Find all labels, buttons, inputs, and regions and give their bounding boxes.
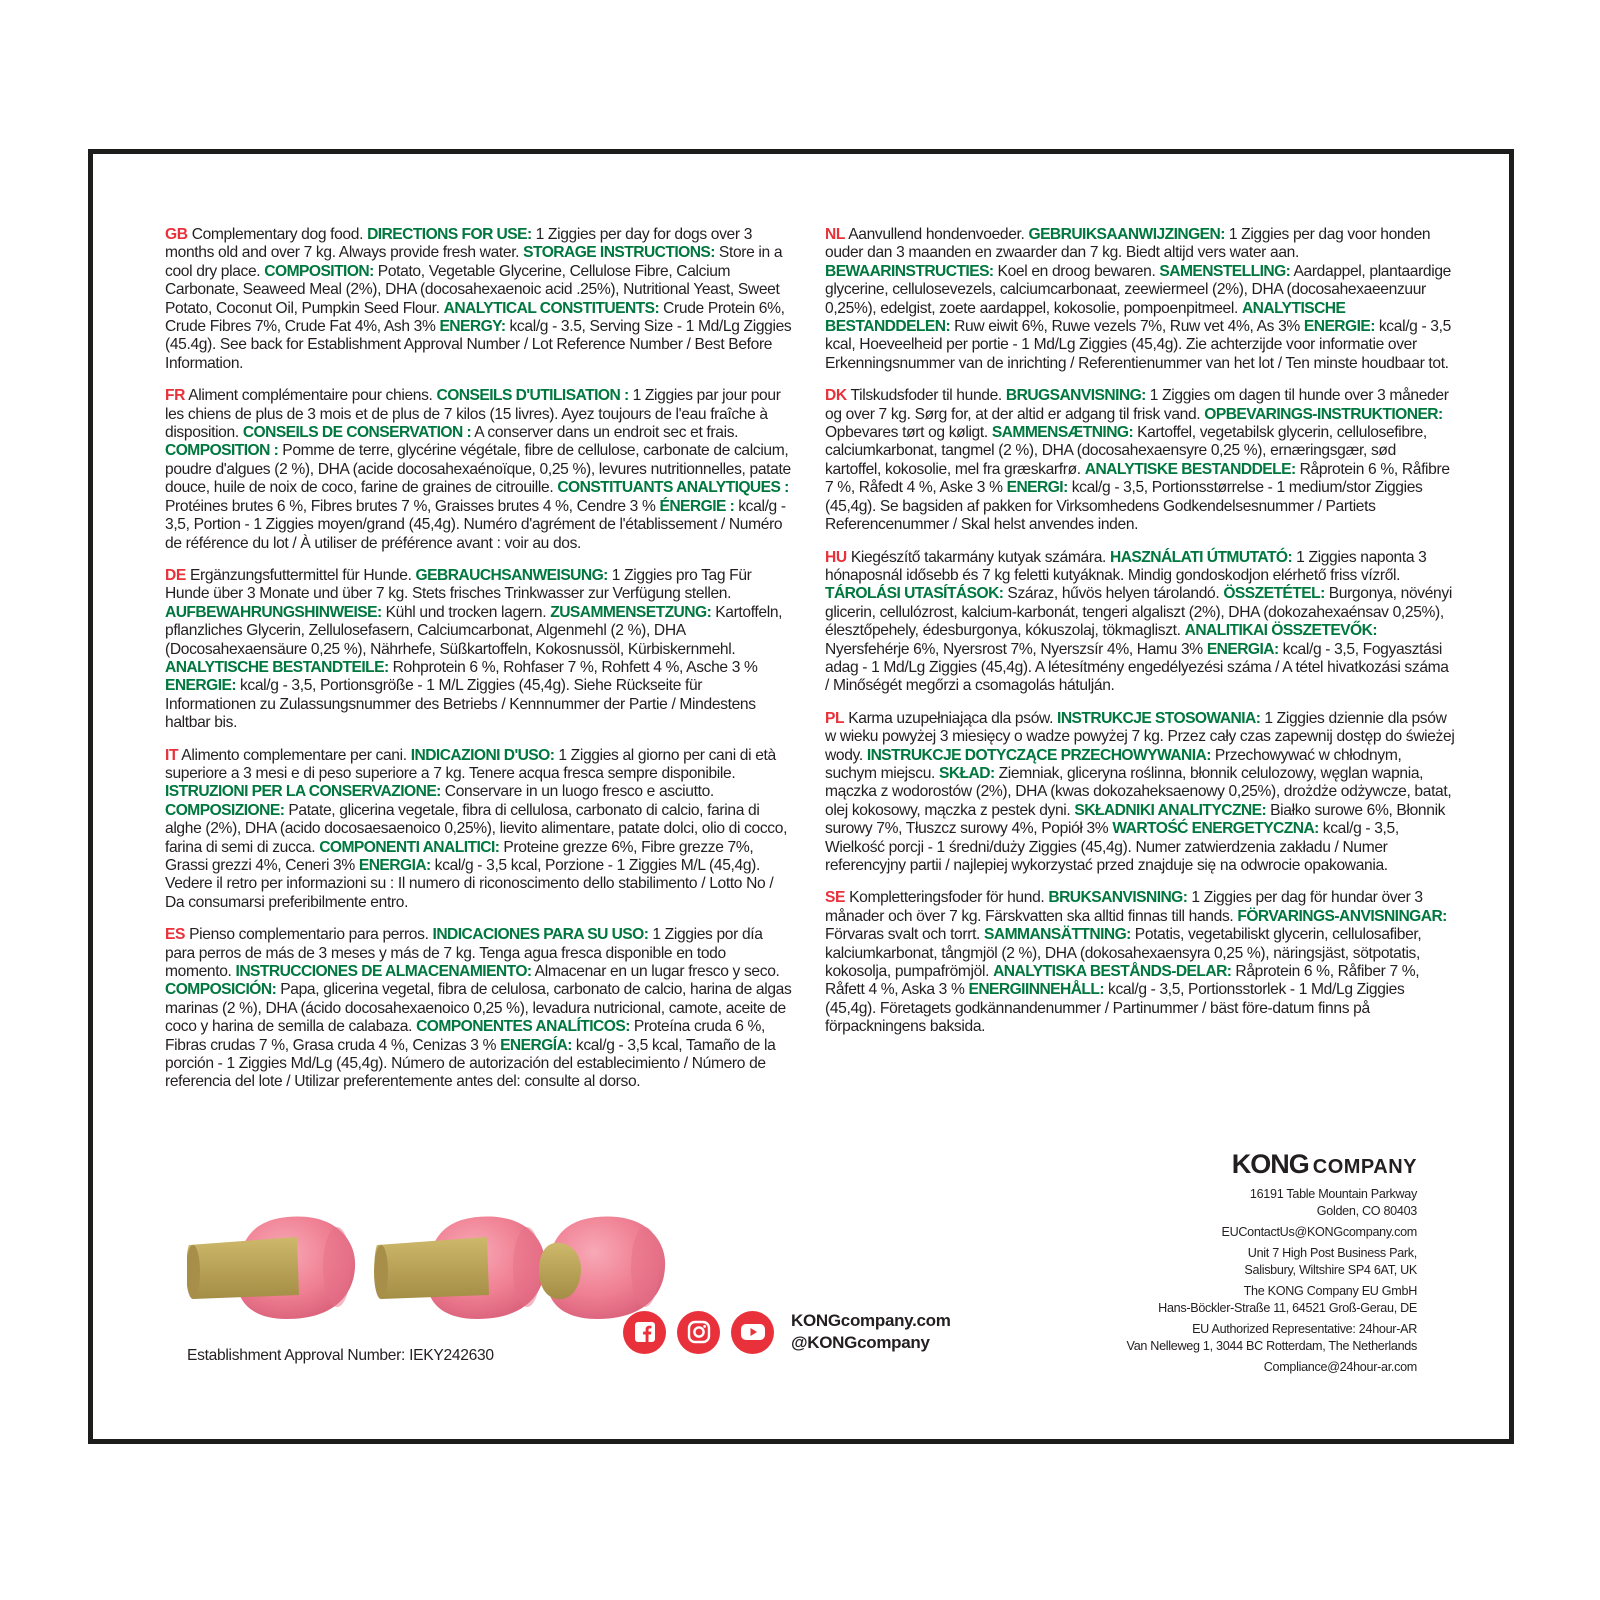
section-heading: ÉNERGIE : [659, 497, 735, 515]
section-text: Ergänzungsfuttermittel für Hunde. [189, 566, 416, 584]
section-text: 1 Ziggies per dag voor honden ouder dan 3 maanden en zwaarder dan 7 kg. Biedt altijd vers water aan. [825, 226, 1431, 262]
social-handle[interactable]: @KONGcompany [791, 1333, 930, 1352]
section-heading: ANALYTISKE BESTANDDELE: [1084, 460, 1296, 478]
section-heading: ENERGÍA: [500, 1036, 572, 1054]
youtube-icon[interactable] [731, 1311, 774, 1354]
section-text: 1 Ziggies dziennie dla psów w wieku powyżej 3 miesięcy o wadze powyżej 7 kg. Przez cały czas zapewnij dostęp do świeżej wody. [825, 709, 1455, 764]
section-heading: INSTRUKCJE DOTYCZĄCE PRZECHOWYWANIA: [866, 746, 1211, 764]
section-heading: COMPONENTES ANALÍTICOS: [416, 1018, 630, 1036]
section-heading: ENERGY: [439, 318, 506, 336]
section-heading: ANALYTISKA BESTÅNDS-DELAR: [993, 963, 1232, 981]
section-text: Conservare in un luogo fresco e asciutto. [440, 783, 714, 801]
section-text: Száraz, hűvös helyen tárolandó. [1003, 585, 1224, 603]
section-text: kcal/g - 3,5, Portionsstorlek - 1 Md/Lg Ziggies (45,4g). Företagets godkännandenummer / Partinummer / bäst före-datum finns på förpackningens baksida. [825, 981, 1405, 1036]
establishment-approval-number: Establishment Approval Number: IEKY242630 [187, 1347, 494, 1364]
section-heading: COMPOSITION: [264, 262, 374, 280]
section-text: Burgonya, növényi glicerin, cellulózrost, kalcium-karbonát, tengeri algaliszt (2%), DHA (dokozahexaénsav 0,25%), élesztőpehely, édesburgonya, kókuszolaj, tökmagliszt. [825, 585, 1452, 640]
section-text: Rohprotein 6 %, Rohfaser 7 %, Rohfett 4 %, Asche 3 % [388, 658, 758, 676]
section-text: kcal/g - 3,5 kcal, Tamaño de la porción - 1 Ziggies Md/Lg (45,4g). Número de autorización del establecimiento / Número de referencia del lote / Utilizar preferentemente antes del: consulte al dorso. [165, 1036, 776, 1091]
section-text: Store in a cool dry place. [165, 244, 783, 280]
section-text: Kiegészítő takarmány kutyak számára. [850, 548, 1110, 566]
kong-company-logo: KONG COMPANY [1231, 1149, 1417, 1179]
language-block-nl [825, 226, 1455, 373]
section-heading: BRUGSANVISNING: [1005, 387, 1146, 405]
section-text: Opbevares tørt og køligt. [825, 424, 992, 442]
section-text: Patate, glicerina vegetale, fibra di cellulosa, carbonato di calcio, farina di alghe (2%), DHA (acido docosaesaenoico 0,25%), lievito alimentare, patate dolci, olio di cocco, farina di semi di zucca. [165, 801, 788, 856]
section-text: Kartoffel, vegetabilsk glycerin, cellulosefibre, calciumkarbonat, tangmel (2 %), DHA (docosahexaensyre 0,25 %), ernæringsgær, sød kartoffel, kokosolie, mel fra græskarfrø. [825, 424, 1427, 478]
language-code: DE [165, 566, 186, 584]
eu-representative: EU Authorized Representative: 24hour-AR Van Nelleweg 1, 3044 BC Rotterdam, The Netherlands [1126, 1322, 1417, 1353]
section-text: Kartoffeln, pflanzliches Glycerin, Zellulosefasern, Calciumcarbonat, Algenmehl (2 %), DHA (Docosahexaensäure 0,25 %), Nährhefe, Süßkartoffeln, Kokosnussöl, Kürbiskernmehl. [165, 603, 783, 658]
instagram-icon[interactable] [677, 1311, 720, 1354]
section-heading: CONSEILS DE CONSERVATION : [242, 424, 472, 442]
section-text: Proteína cruda 6 %, Fibras crudas 7 %, Grasa cruda 4 %, Cenizas 3 % [165, 1018, 765, 1054]
section-text: Aardappel, plantaardige glycerine, cellulosevezels, calciumcarbonaat, zeewiermeel (2%), DHA (docosahexaeenzuur 0,25%), edelgist, zoete aardappel, kokosolie, pompoenpitmeel. [825, 262, 1452, 317]
language-block-es [165, 926, 795, 1092]
section-heading: SKŁADNIKI ANALITYCZNE: [1074, 801, 1267, 819]
section-text: Aliment complémentaire pour chiens. [188, 387, 437, 405]
section-text: Ziemniak, gliceryna roślinna, błonnik celulozowy, węglan wapnia, mączka z wodorostów (2%), DHA (kwas dokozaheksaenowy 0,25%), drożdże odżywcze, batat, olej kokosowy, mączka z pestek dyni. [825, 764, 1452, 819]
section-heading: SAMENSTELLING: [1159, 262, 1291, 280]
section-heading: INDICAZIONI D'USO: [410, 746, 555, 764]
section-text: 1 Ziggies per dag för hundar över 3 månader och över 7 kg. Färskvatten ska alltid finnas till hands. [825, 889, 1423, 925]
section-heading: ANALITIKAI ÖSSZETEVŐK: [1184, 622, 1377, 640]
section-text: Białko surowe 6%, Błonnik surowy 7%, Tłuszcz surowy 4%, Popiół 3% [825, 801, 1446, 838]
section-heading: GEBRAUCHSANWEISUNG: [415, 566, 608, 584]
language-code: FR [165, 387, 186, 405]
section-heading: ANALYTISCHE BESTANDTEILE: [165, 658, 389, 676]
language-block-hu [825, 549, 1455, 696]
section-text: kcal/g - 3,5, Portionsstørrelse - 1 medium/stor Ziggies (45,4g). Se bagsiden af pakken for Virksomhedens Godkendelsesnummer / Partiets Referencenummer / Skal helst anvendes inden. [825, 479, 1423, 534]
section-heading: CONSTITUANTS ANALYTIQUES : [557, 479, 789, 497]
section-heading: ZUSAMMENSETZUNG: [550, 603, 712, 621]
toy-2 [374, 1216, 545, 1319]
section-text: kcal/g - 3.5, Serving Size - 1 Md/Lg Ziggies (45.4g). See back for Establishment Approval Number / Lot Reference Number / Best Before Information. [165, 318, 792, 372]
language-block-fr [165, 387, 795, 553]
address-us: 16191 Table Mountain Parkway Golden, CO 80403 [1249, 1187, 1417, 1218]
language-block-dk [825, 387, 1455, 534]
language-code: HU [825, 548, 847, 566]
section-heading: COMPOSIZIONE: [165, 801, 285, 819]
section-text: Nyersfehérje 6%, Nyersrost 7%, Nyerszsír 4%, Hamu 3% [825, 640, 1207, 658]
language-code: IT [165, 746, 179, 764]
section-heading: OPBEVARINGS-INSTRUKTIONER: [1204, 405, 1443, 423]
section-text: Alimento complementare per cani. [181, 746, 411, 764]
section-heading: TÁROLÁSI UTASÍTÁSOK: [825, 585, 1004, 603]
section-text: Kühl und trocken lagern. [381, 603, 551, 621]
section-heading: STORAGE INSTRUCTIONS: [523, 244, 715, 262]
section-heading: ENERGIINNEHÅLL: [968, 981, 1105, 999]
section-text: Papa, glicerina vegetal, fibra de celulosa, carbonato de calcio, harina de algas marinas (2 %), DHA (ácido docosahexaenoico 0,25 %), levadura nutricional, camote, aceite de coco y harina de semilla de calabaza. [165, 981, 792, 1036]
facebook-icon[interactable] [623, 1311, 666, 1354]
section-heading: ANALYTISCHE BESTANDDELEN: [825, 299, 1346, 336]
section-text: Aanvullend hondenvoeder. [848, 226, 1029, 243]
section-heading: ENERGIA: [358, 857, 431, 874]
section-heading: DIRECTIONS FOR USE: [367, 226, 532, 243]
section-heading: FÖRVARINGS-ANVISNINGAR: [1237, 907, 1447, 925]
section-text: Pomme de terre, glycérine végétale, fibre de cellulose, carbonate de calcium, poudre d'algues (2 %), DHA (acide docosahexaénoïque, 0,25 %), levures nutritionnelles, patate douce, huile de noix de coco, farine de graines de citrouille. [165, 442, 791, 497]
section-text: kcal/g - 3,5, Portion - 1 Ziggies moyen/grand (45,4g). Numéro d'agrément de l'établissement / Numéro de référence du lot / À utiliser de préférence avant : voir au dos. [165, 497, 786, 552]
section-text: Protéines brutes 6 %, Fibres brutes 7 %, Graisses brutes 4 %, Cendre 3 % [165, 497, 660, 515]
compliance-email[interactable]: Compliance@24hour-ar.com [1263, 1360, 1417, 1374]
section-text: Pienso complementario para perros. [189, 926, 433, 944]
section-text: Potatis, vegetabiliskt glycerin, cellulosafiber, kalciumkarbonat, tångmjöl (2 %), DHA (dokosahexaensyra 0,25 %), näringsjäst, sötpotatis, kokosolja, pumpafrömjöl. [825, 926, 1422, 981]
kong-toys-with-treats-image [187, 1207, 687, 1327]
social-handles [791, 1310, 951, 1354]
section-heading: SAMMANSÄTTNING: [984, 926, 1131, 944]
language-code: SE [825, 889, 846, 907]
section-heading: ISTRUZIONI PER LA CONSERVAZIONE: [165, 783, 441, 801]
website-link[interactable]: KONGcompany.com [791, 1311, 951, 1330]
section-text: Förvaras svalt och torrt. [825, 926, 985, 944]
language-block-de [165, 567, 795, 733]
social-links [623, 1310, 951, 1354]
address-de: The KONG Company EU GmbH Hans-Böckler-Straße 11, 64521 Groß-Gerau, DE [1158, 1284, 1417, 1315]
language-code: GB [165, 226, 188, 243]
language-code: DK [825, 387, 847, 405]
section-text: kcal/g - 3,5, Wielkość porcji - 1 średni/duży Ziggies (45,4g). Numer zatwierdzenia zakładu / Numer referencyjny partii / najlepiej wykorzystać przed znajduje się na odwrocie opakowania. [825, 820, 1399, 874]
section-text: Tilskudsfoder til hunde. [850, 387, 1006, 405]
section-heading: BEWAARINSTRUCTIES: [825, 262, 994, 280]
section-text: Råprotein 6 %, Råfiber 7 %, Råfett 4 %, Aska 3 % [825, 963, 1420, 999]
section-text: Crude Protein 6%, Crude Fibres 7%, Crude Fat 4%, Ash 3% [165, 299, 785, 336]
section-text: Råprotein 6 %, Råfibre 7 %, Råfedt 4 %, Aske 3 % [825, 460, 1450, 497]
address-uk: Unit 7 High Post Business Park, Salisbury, Wiltshire SP4 6AT, UK [1244, 1246, 1417, 1277]
toy-3 [539, 1216, 665, 1319]
label-panel [88, 149, 1514, 1444]
section-text: kcal/g - 3,5 kcal, Hoeveelheid per portie - 1 Md/Lg Ziggies (45,4g). Zie achterzijde voor informatie over Erkenningsnummer van de inrichting / Referentienummer van het lot / Ten minste houdbaar tot. [825, 318, 1451, 372]
section-heading: INSTRUKCJE STOSOWANIA: [1057, 709, 1261, 727]
section-heading: SAMMENSÆTNING: [991, 424, 1134, 442]
section-text: A conserver dans un endroit sec et frais. [471, 424, 739, 442]
section-heading: COMPOSICIÓN: [165, 981, 277, 999]
company-info [1126, 1149, 1417, 1380]
language-block-pl [825, 710, 1455, 876]
section-text: 1 Ziggies per day for dogs over 3 months old and over 7 kg. Always provide fresh water. [165, 226, 753, 262]
section-text: Complementary dog food. [191, 226, 368, 243]
section-heading: INDICACIONES PARA SU USO: [432, 926, 649, 944]
section-text: Ruw eiwit 6%, Ruwe vezels 7%, Ruw vet 4%, As 3% [950, 318, 1304, 336]
section-text: 1 Ziggies por día para perros de más de 3 meses y más de 7 kg. Tenga agua fresca disponible en todo momento. [165, 926, 763, 981]
section-heading: ENERGIA: [1206, 640, 1279, 658]
section-heading: WARTOŚĆ ENERGETYCZNA: [1112, 820, 1319, 838]
language-code: NL [825, 226, 846, 243]
section-text: Przechowywać w chłodnym, suchym miejscu. [825, 746, 1402, 782]
section-heading: ENERGI: [1006, 479, 1068, 497]
section-heading: COMPOSITION : [165, 442, 279, 460]
section-text: Karma uzupełniająca dla psów. [848, 709, 1058, 727]
section-text: Kompletteringsfoder för hund. [849, 889, 1049, 907]
section-text: 1 Ziggies par jour pour les chiens de plus de 3 mois et de plus de 7 kilos (15 livres). Ayez toujours de l'eau fraîche à disposition. [165, 387, 781, 442]
section-heading: INSTRUCCIONES DE ALMACENAMIENTO: [235, 963, 532, 981]
language-code: ES [165, 926, 186, 944]
section-text: Proteine grezze 6%, Fibre grezze 7%, Grassi grezzi 4%, Ceneri 3% [165, 838, 754, 874]
right-column [825, 226, 1455, 1051]
section-heading: COMPONENTI ANALITICI: [319, 838, 500, 856]
section-heading: ANALYTICAL CONSTITUENTS: [443, 299, 660, 317]
section-heading: ENERGIE: [165, 677, 236, 695]
section-text: kcal/g - 3,5 kcal, Porzione - 1 Ziggies M/L (45,4g). Vedere il retro per informazioni su : Il numero di riconoscimento dello stabilimento / Lotto No / Da consumarsi preferibilmente entro. [165, 857, 774, 911]
language-block-gb [165, 226, 795, 373]
section-heading: SKŁAD: [938, 764, 995, 782]
section-text: Koel en droog bewaren. [993, 262, 1160, 280]
section-text: kcal/g - 3,5, Fogyasztási adag - 1 Md/Lg Ziggies (45,4g). A létesítmény engedélyezési száma / A tétel hivatkozási száma / Minőségét megőrzi a csomagolás hátulján. [825, 640, 1449, 695]
section-text: 1 Ziggies om dagen til hunde over 3 måneder og over 7 kg. Sørg for, at der altid er adgang til frisk vand. [825, 387, 1449, 423]
section-text: Potato, Vegetable Glycerine, Cellulose Fibre, Calcium Carbonate, Seaweed Meal (2%), DHA (docosahexaenoic acid .25%), Nutritional Yeast, Sweet Potato, Coconut Oil, Pumpkin Seed Flour. [165, 262, 780, 317]
section-heading: GEBRUIKSAANWIJZINGEN: [1028, 226, 1225, 243]
left-column [165, 226, 795, 1106]
section-heading: HASZNÁLATI ÚTMUTATÓ: [1110, 548, 1293, 566]
language-code: PL [825, 709, 845, 727]
product-illustration [187, 1207, 687, 1327]
section-text: 1 Ziggies al giorno per cani di età superiore a 3 mesi e di peso superiore a 7 kg. Tenere acqua fresca sempre disponibile. [165, 746, 776, 782]
section-text: kcal/g - 3,5, Portionsgröße - 1 M/L Ziggies (45,4g). Siehe Rückseite für Informationen zu Zulassungsnummer des Betriebs / Kennnummer der Partie / Mindestens haltbar bis. [165, 677, 756, 732]
email-eu[interactable]: EUContactUs@KONGcompany.com [1221, 1225, 1417, 1239]
section-heading: ÖSSZETÉTEL: [1223, 585, 1325, 603]
section-text: 1 Ziggies pro Tag Für Hunde über 3 Monate und über 7 kg. Stets frisches Trinkwasser zur Verfügung stellen. [165, 566, 752, 603]
section-heading: ENERGIE: [1303, 318, 1375, 336]
toy-1 [187, 1216, 355, 1319]
language-block-it [165, 747, 795, 913]
section-text: 1 Ziggies naponta 3 hónaposnál idősebb és 7 kg feletti kutyáknak. Mindig gondoskodjon elérhető friss vízről. [825, 548, 1427, 584]
language-block-se [825, 889, 1455, 1036]
section-heading: BRUKSANVISNING: [1048, 889, 1188, 907]
section-text: Almacenar en un lugar fresco y seco. [531, 963, 780, 981]
section-heading: AUFBEWAHRUNGSHINWEISE: [165, 603, 382, 621]
section-heading: CONSEILS D'UTILISATION : [436, 387, 629, 405]
